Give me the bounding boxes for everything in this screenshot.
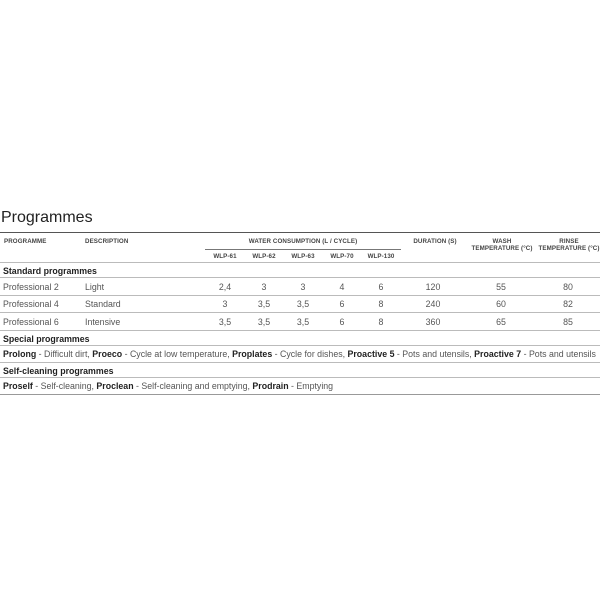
header-duration: DURATION (S) [413, 238, 457, 245]
table-row-description: Intensive [85, 317, 121, 327]
section-rule [0, 377, 600, 378]
table-cell: 3,5 [218, 317, 232, 327]
header-bottom-rule [0, 262, 600, 263]
table-cell: 6 [378, 282, 384, 292]
header-model: WLP-63 [291, 253, 315, 260]
programme-text: - Self-cleaning and emptying, [133, 381, 253, 391]
programme-name: Proself [3, 381, 33, 391]
programme-text: - Difficult dirt, [36, 349, 93, 359]
table-cell: 3,5 [257, 299, 271, 309]
programme-name: Proactive 7 [474, 349, 522, 359]
table-cell: 3 [222, 299, 228, 309]
programme-text: - Cycle for dishes, [272, 349, 348, 359]
section-rule [0, 277, 600, 278]
table-cell: 3,5 [296, 317, 310, 327]
header-description: DESCRIPTION [85, 238, 129, 245]
table-cell: 4 [339, 282, 345, 292]
programme-name: Proeco [92, 349, 123, 359]
page-title: Programmes [1, 209, 93, 226]
programme-name: Proplates [232, 349, 273, 359]
programme-text: - Emptying [288, 381, 334, 391]
programme-name: Proclean [96, 381, 134, 391]
row-rule [0, 312, 600, 313]
header-rinse-temperature [534, 238, 600, 252]
header-programme: PROGRAMME [4, 238, 47, 245]
row-rule [0, 295, 600, 296]
programme-text: - Cycle at low temperature, [122, 349, 233, 359]
header-model: WLP-70 [330, 253, 354, 260]
header-model: WLP-130 [367, 253, 395, 260]
table-top-rule [0, 232, 600, 233]
section-title-standard: Standard programmes [3, 266, 97, 276]
table-cell-wash: 60 [496, 299, 506, 309]
table-row-programme: Professional 4 [3, 299, 59, 309]
header-rinse-line2: TEMPERATURE (°C) [538, 245, 600, 252]
table-row-programme: Professional 6 [3, 317, 59, 327]
programme-name: Prodrain [252, 381, 289, 391]
table-cell-duration: 240 [425, 299, 441, 309]
water-consumption-rule [205, 249, 401, 250]
table-cell: 6 [339, 299, 345, 309]
table-cell: 3 [300, 282, 306, 292]
section-title-special: Special programmes [3, 334, 90, 344]
table-row-description: Standard [85, 299, 121, 309]
table-cell-rinse: 80 [563, 282, 573, 292]
table-row-description: Light [85, 282, 105, 292]
table-row-programme: Professional 2 [3, 282, 59, 292]
table-cell-rinse: 82 [563, 299, 573, 309]
programme-name: Proactive 5 [347, 349, 395, 359]
header-model: WLP-62 [252, 253, 276, 260]
header-wash-line2: TEMPERATURE (°C) [471, 245, 533, 252]
header-wash-line1: WASH [492, 238, 512, 245]
table-cell: 6 [339, 317, 345, 327]
header-model: WLP-61 [213, 253, 237, 260]
selfcleaning-programmes-list [3, 381, 333, 391]
section-rule [0, 345, 600, 346]
table-cell: 3,5 [257, 317, 271, 327]
programme-text: - Pots and utensils [521, 349, 596, 359]
table-cell: 2,4 [218, 282, 232, 292]
table-cell-wash: 55 [496, 282, 506, 292]
special-programmes-list [3, 349, 596, 359]
table-cell-duration: 120 [425, 282, 441, 292]
table-cell-rinse: 85 [563, 317, 573, 327]
programme-text: - Self-cleaning, [32, 381, 97, 391]
table-cell: 3,5 [296, 299, 310, 309]
table-bottom-rule [0, 394, 600, 395]
table-cell: 8 [378, 317, 384, 327]
header-water-consumption: WATER CONSUMPTION (L / CYCLE) [248, 238, 358, 245]
table-cell: 8 [378, 299, 384, 309]
section-title-selfcleaning: Self-cleaning programmes [3, 366, 114, 376]
programme-name: Prolong [3, 349, 37, 359]
table-cell-duration: 360 [425, 317, 441, 327]
row-rule [0, 330, 600, 331]
row-rule [0, 362, 600, 363]
header-wash-temperature [466, 238, 538, 252]
header-rinse-line1: RINSE [559, 238, 579, 245]
table-cell-wash: 65 [496, 317, 506, 327]
programme-text: - Pots and utensils, [394, 349, 475, 359]
table-cell: 3 [261, 282, 267, 292]
